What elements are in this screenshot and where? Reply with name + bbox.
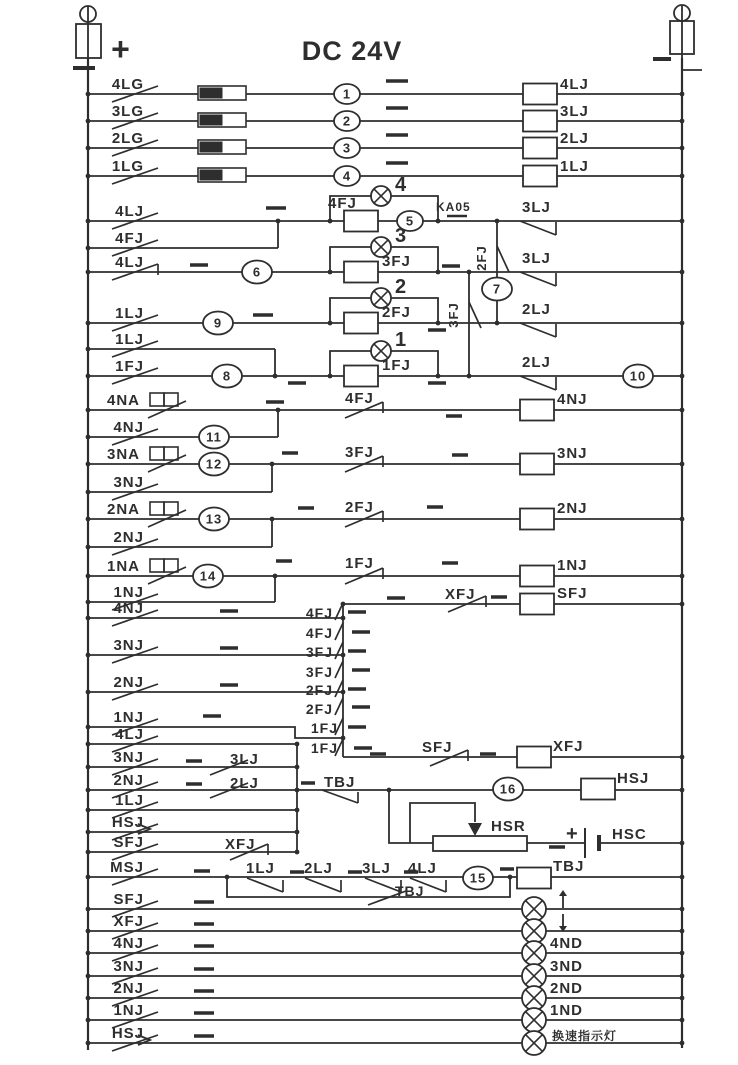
junction-dot	[680, 321, 685, 326]
label-3FJ: 3FJ	[305, 644, 333, 660]
junction-dot	[86, 875, 91, 880]
junction-dot	[436, 374, 441, 379]
circled-number-text-14: 14	[199, 568, 217, 584]
label-1: 1	[395, 329, 408, 351]
label-HSJ: HSJ	[111, 814, 144, 831]
junction-dot	[508, 875, 513, 880]
junction-dot	[436, 321, 441, 326]
label-3NJ: 3NJ	[113, 474, 144, 491]
junction-dot	[86, 600, 91, 605]
label-MSJ: MSJ	[110, 859, 144, 876]
junction-dot	[86, 1018, 91, 1023]
circled-number-text-9: 9	[213, 315, 223, 331]
label-2NJ: 2NJ	[113, 529, 144, 546]
junction-dot	[436, 219, 441, 224]
label-2FJ: 2FJ	[345, 499, 374, 516]
label-XFJ: XFJ	[445, 586, 476, 603]
label-1LJ: 1LJ	[115, 792, 144, 809]
relay-coil	[517, 868, 551, 889]
label-1LJ: 1LJ	[115, 305, 144, 322]
junction-dot	[86, 219, 91, 224]
label-SFJ: SFJ	[113, 891, 144, 908]
relay-coil	[520, 566, 554, 587]
label-4NJ: 4NJ	[113, 935, 144, 952]
junction-dot	[295, 765, 300, 770]
label-3FJ: 3FJ	[446, 302, 461, 328]
junction-dot	[680, 755, 685, 760]
label-2NJ: 2NJ	[113, 772, 144, 789]
label-DC 24V: DC 24V	[301, 36, 403, 66]
label-3LJ: 3LJ	[522, 250, 551, 267]
label-3LJ: 3LJ	[522, 199, 551, 216]
junction-dot	[295, 742, 300, 747]
junction-dot	[86, 951, 91, 956]
junction-dot	[680, 602, 685, 607]
junction-dot	[680, 974, 685, 979]
junction-dot	[86, 830, 91, 835]
junction-dot	[86, 996, 91, 1001]
label-2LJ: 2LJ	[560, 130, 589, 147]
label-2: 2	[395, 276, 408, 298]
label-1FJ: 1FJ	[115, 358, 144, 375]
label-XFJ: XFJ	[225, 836, 256, 853]
circled-number-text-4: 4	[342, 168, 352, 184]
junction-dot	[680, 875, 685, 880]
junction-dot	[680, 1041, 685, 1046]
label-3LJ: 3LJ	[230, 751, 259, 768]
label-2LJ: 2LJ	[522, 301, 551, 318]
junction-dot	[467, 270, 472, 275]
junction-dot	[680, 907, 685, 912]
junction-dot	[680, 270, 685, 275]
label-2NJ: 2NJ	[557, 500, 588, 517]
junction-dot	[680, 119, 685, 124]
label-4FJ: 4FJ	[328, 195, 357, 212]
junction-dot	[86, 850, 91, 855]
relay-coil	[344, 313, 378, 334]
potentiometer-icon	[433, 836, 527, 851]
label-3FJ: 3FJ	[305, 664, 333, 680]
junction-dot	[276, 408, 281, 413]
junction-dot	[86, 808, 91, 813]
junction-dot	[680, 146, 685, 151]
junction-dot	[680, 174, 685, 179]
relay-coil	[523, 84, 557, 105]
resistor-fill-icon	[200, 142, 223, 153]
label-4FJ: 4FJ	[305, 605, 333, 621]
junction-dot	[273, 574, 278, 579]
junction-dot	[86, 765, 91, 770]
junction-dot	[328, 374, 333, 379]
junction-dot	[680, 219, 685, 224]
label-2FJ: 2FJ	[305, 682, 333, 698]
relay-coil	[523, 166, 557, 187]
junction-dot	[86, 490, 91, 495]
junction-dot	[680, 374, 685, 379]
junction-dot	[86, 653, 91, 658]
label-4LJ: 4LJ	[560, 76, 589, 93]
label-XFJ: XFJ	[113, 913, 144, 930]
label-3NJ: 3NJ	[113, 958, 144, 975]
circled-number-text-3: 3	[342, 140, 352, 156]
relay-coil	[520, 454, 554, 475]
junction-dot	[680, 841, 685, 846]
label-1ND: 1ND	[550, 1002, 584, 1019]
label-1NJ: 1NJ	[113, 709, 144, 726]
junction-dot	[86, 974, 91, 979]
label-1NJ: 1NJ	[557, 557, 588, 574]
junction-dot	[276, 219, 281, 224]
circled-number-text-16: 16	[499, 781, 517, 797]
junction-dot	[341, 690, 346, 695]
label-1FJ: 1FJ	[345, 555, 374, 572]
label-3LJ: 3LJ	[362, 860, 391, 877]
junction-dot	[86, 616, 91, 621]
junction-dot	[328, 270, 333, 275]
relay-coil	[523, 111, 557, 132]
junction-dot	[86, 690, 91, 695]
circled-number-text-5: 5	[405, 213, 415, 229]
label-4LJ: 4LJ	[115, 254, 144, 271]
junction-dot	[387, 788, 392, 793]
relay-coil	[344, 262, 378, 283]
relay-coil	[520, 594, 554, 615]
junction-dot	[86, 929, 91, 934]
circled-number-text-15: 15	[469, 870, 487, 886]
label-3NA: 3NA	[106, 446, 140, 463]
junction-dot	[341, 616, 346, 621]
label-2LJ: 2LJ	[304, 860, 333, 877]
label-1NJ: 1NJ	[113, 1002, 144, 1019]
junction-dot	[295, 830, 300, 835]
label-2NA: 2NA	[106, 501, 140, 518]
label-2FJ: 2FJ	[474, 245, 489, 271]
circled-number-text-7: 7	[492, 281, 502, 297]
junction-dot	[680, 574, 685, 579]
junction-dot	[680, 951, 685, 956]
label-2FJ: 2FJ	[305, 701, 333, 717]
label-1NJ: 1NJ	[113, 584, 144, 601]
junction-dot	[273, 374, 278, 379]
label-4LJ: 4LJ	[115, 726, 144, 743]
junction-dot	[86, 574, 91, 579]
label-1LJ: 1LJ	[115, 331, 144, 348]
label-3ND: 3ND	[550, 958, 584, 975]
junction-dot	[680, 408, 685, 413]
label-3NJ: 3NJ	[113, 637, 144, 654]
junction-dot	[86, 246, 91, 251]
junction-dot	[86, 788, 91, 793]
label-HSJ: HSJ	[111, 1025, 144, 1042]
junction-dot	[680, 92, 685, 97]
label-1NA: 1NA	[106, 558, 140, 575]
label-2LG: 2LG	[111, 130, 144, 147]
label-TBJ: TBJ	[324, 774, 356, 791]
label-3LJ: 3LJ	[560, 103, 589, 120]
junction-dot	[225, 875, 230, 880]
label-3: 3	[395, 225, 408, 247]
label-2ND: 2ND	[550, 980, 584, 997]
label-4LG: 4LG	[111, 76, 144, 93]
resistor-fill-icon	[200, 170, 223, 181]
circled-number-text-8: 8	[222, 368, 232, 384]
junction-dot	[341, 736, 346, 741]
junction-dot	[341, 653, 346, 658]
label-XFJ: XFJ	[553, 738, 584, 755]
circled-number-text-12: 12	[205, 456, 223, 472]
relay-coil	[344, 211, 378, 232]
junction-dot	[295, 788, 300, 793]
label-3NJ: 3NJ	[113, 749, 144, 766]
label-+: +	[566, 823, 579, 845]
junction-dot	[680, 462, 685, 467]
junction-dot	[270, 462, 275, 467]
relay-coil	[581, 779, 615, 800]
label-4NJ: 4NJ	[113, 600, 144, 617]
label-2NJ: 2NJ	[113, 674, 144, 691]
label-2NJ: 2NJ	[113, 980, 144, 997]
label-HSJ: HSJ	[617, 770, 650, 787]
label-SFJ: SFJ	[557, 585, 588, 602]
label-TBJ: TBJ	[553, 858, 585, 875]
label-4LJ: 4LJ	[115, 203, 144, 220]
label-SFJ: SFJ	[422, 739, 453, 756]
relay-coil	[517, 747, 551, 768]
label-3FJ: 3FJ	[382, 253, 411, 270]
label-1FJ: 1FJ	[310, 740, 338, 756]
circled-number-text-2: 2	[342, 113, 352, 129]
label-1FJ: 1FJ	[310, 720, 338, 736]
label-2LJ: 2LJ	[230, 775, 259, 792]
circled-number-text-1: 1	[342, 86, 352, 102]
junction-dot	[86, 270, 91, 275]
label-HSR: HSR	[491, 818, 526, 835]
relay-coil	[520, 400, 554, 421]
label-HSC: HSC	[612, 826, 647, 843]
junction-dot	[86, 321, 91, 326]
junction-dot	[86, 725, 91, 730]
junction-dot	[680, 1018, 685, 1023]
label-4NJ: 4NJ	[113, 419, 144, 436]
label-2FJ: 2FJ	[382, 304, 411, 321]
label-+: +	[111, 31, 131, 67]
label-1FJ: 1FJ	[382, 357, 411, 374]
junction-dot	[86, 435, 91, 440]
resistor-fill-icon	[200, 115, 223, 126]
relay-coil	[523, 138, 557, 159]
label-4FJ: 4FJ	[115, 230, 144, 247]
junction-dot	[436, 270, 441, 275]
junction-dot	[86, 907, 91, 912]
label-KA05: KA05	[436, 200, 471, 214]
junction-dot	[86, 545, 91, 550]
circled-number-text-11: 11	[206, 429, 222, 445]
label-4NJ: 4NJ	[557, 391, 588, 408]
relay-coil	[344, 366, 378, 387]
label-SFJ: SFJ	[113, 834, 144, 851]
relay-coil	[520, 509, 554, 530]
junction-dot	[86, 92, 91, 97]
circled-number-text-10: 10	[629, 368, 647, 384]
label-3LG: 3LG	[111, 103, 144, 120]
junction-dot	[680, 788, 685, 793]
junction-dot	[86, 119, 91, 124]
label-3NJ: 3NJ	[557, 445, 588, 462]
junction-dot	[86, 408, 91, 413]
junction-dot	[680, 996, 685, 1001]
label-1LJ: 1LJ	[560, 158, 589, 175]
label-TBJ: TBJ	[395, 883, 425, 899]
label-4LJ: 4LJ	[408, 860, 437, 877]
label-4FJ: 4FJ	[345, 390, 374, 407]
junction-dot	[86, 174, 91, 179]
label-3FJ: 3FJ	[345, 444, 374, 461]
label-4: 4	[395, 174, 408, 196]
junction-dot	[680, 929, 685, 934]
label-1LG: 1LG	[111, 158, 144, 175]
junction-dot	[328, 321, 333, 326]
label-换速指示灯: 换速指示灯	[552, 1029, 618, 1043]
junction-dot	[328, 219, 333, 224]
junction-dot	[295, 808, 300, 813]
junction-dot	[86, 347, 91, 352]
junction-dot	[295, 850, 300, 855]
junction-dot	[467, 374, 472, 379]
junction-dot	[86, 742, 91, 747]
circled-number-text-6: 6	[252, 264, 262, 280]
circled-number-text-13: 13	[205, 511, 223, 527]
junction-dot	[86, 1041, 91, 1046]
junction-dot	[341, 602, 346, 607]
label-1LJ: 1LJ	[246, 860, 275, 877]
junction-dot	[680, 517, 685, 522]
junction-dot	[495, 321, 500, 326]
junction-dot	[270, 517, 275, 522]
label-4FJ: 4FJ	[305, 625, 333, 641]
label-4NA: 4NA	[106, 392, 140, 409]
label-4ND: 4ND	[550, 935, 584, 952]
junction-dot	[86, 374, 91, 379]
resistor-fill-icon	[200, 88, 223, 99]
label-2LJ: 2LJ	[522, 354, 551, 371]
junction-dot	[86, 517, 91, 522]
junction-dot	[86, 146, 91, 151]
junction-dot	[86, 462, 91, 467]
junction-dot	[495, 219, 500, 224]
